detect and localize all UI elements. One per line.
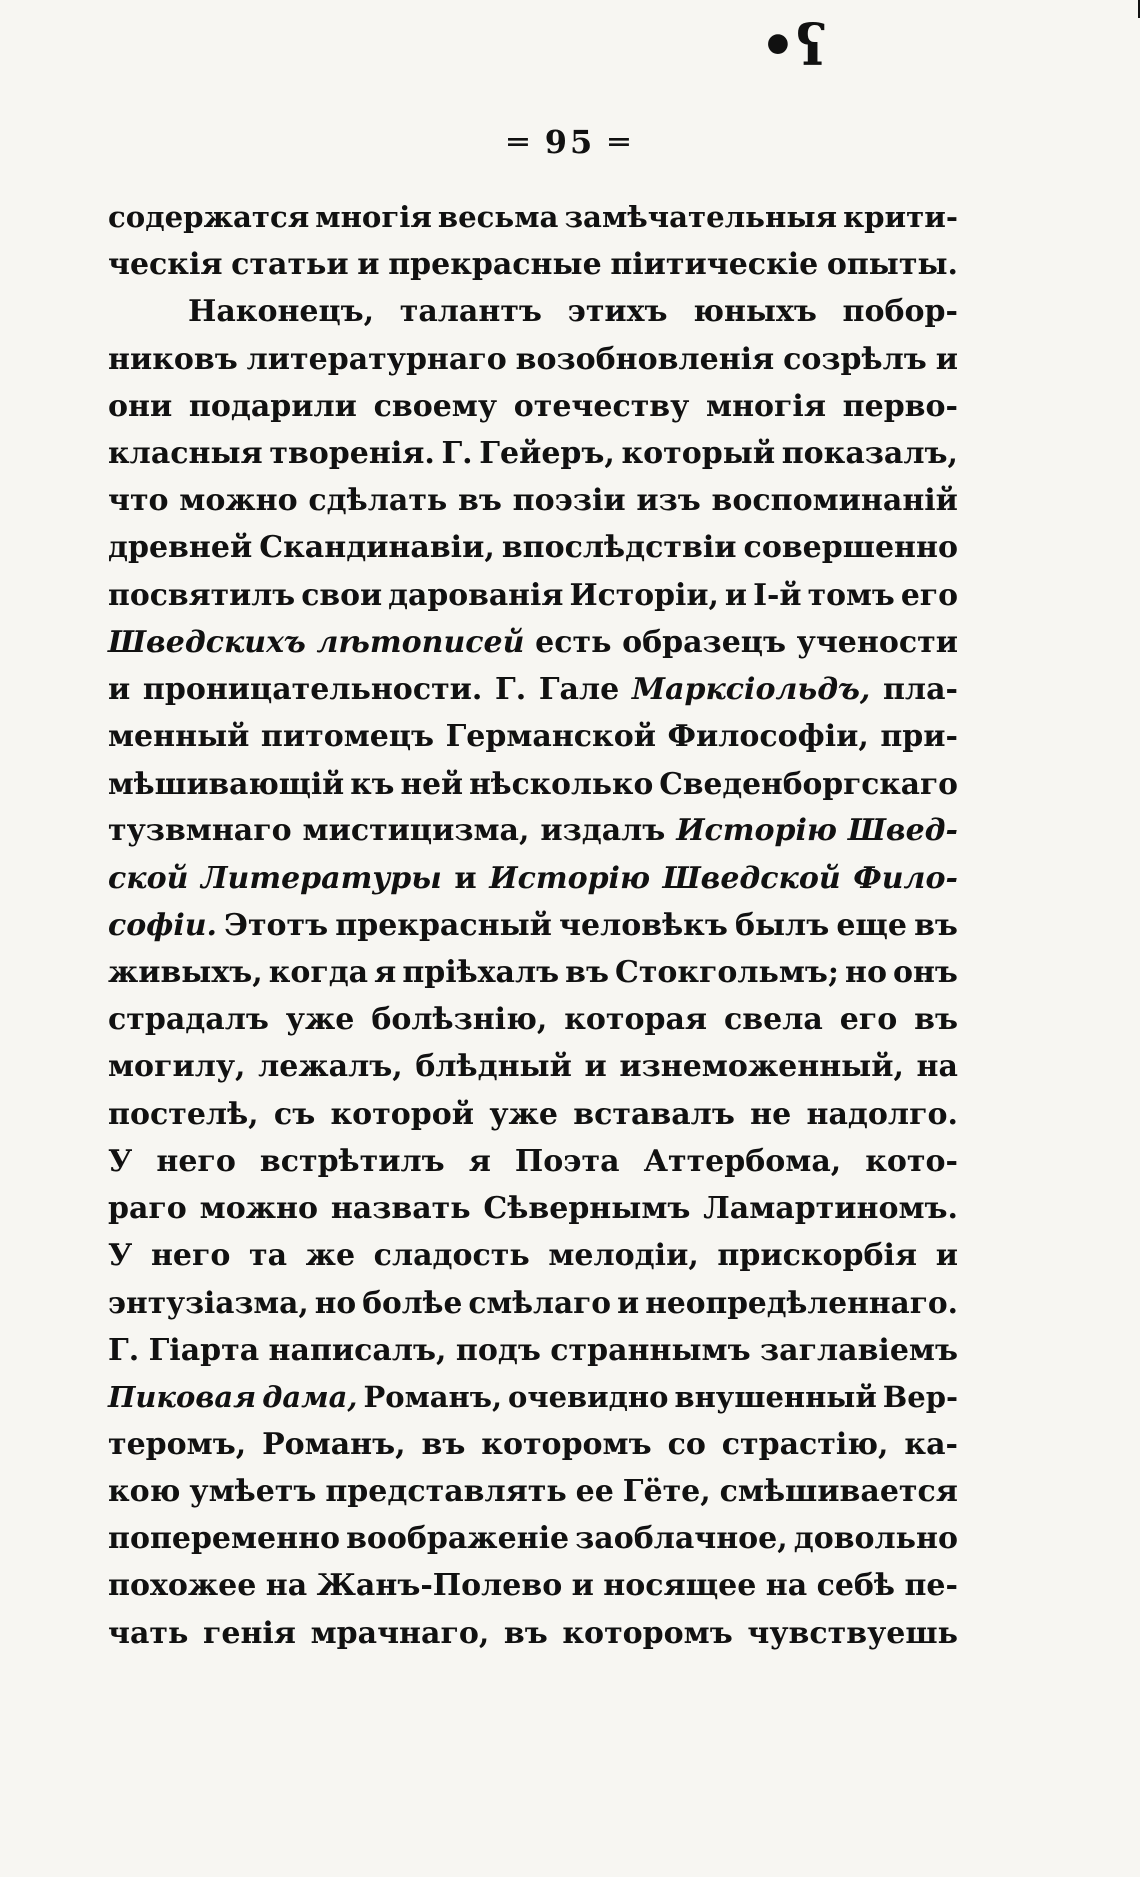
word: свела	[724, 1002, 823, 1038]
word: софіи.	[108, 907, 217, 943]
word: Литературы	[200, 860, 442, 896]
word: Ламартиномъ.	[703, 1190, 958, 1226]
word: надолго.	[806, 1096, 958, 1132]
word: его	[900, 577, 958, 613]
word: Марксіольдъ,	[631, 671, 871, 707]
word: постелѣ,	[108, 1096, 259, 1132]
text-line	[108, 1138, 958, 1185]
word: Этотъ	[224, 907, 329, 943]
word: та	[249, 1238, 288, 1274]
text-line	[108, 430, 958, 477]
word: У	[108, 1238, 133, 1274]
word: смѣлаго	[468, 1285, 612, 1321]
word: могилу,	[108, 1049, 246, 1085]
word: Сведенборгскаго	[659, 766, 958, 802]
word: впослѣдствіи	[501, 530, 737, 566]
word: Г.	[441, 435, 473, 471]
word: былъ	[734, 907, 830, 943]
word: мрачнаго,	[310, 1615, 490, 1651]
word: посвятилъ	[108, 577, 296, 613]
word: перво-	[842, 388, 958, 424]
text-line	[108, 713, 958, 760]
word: себѣ	[816, 1568, 896, 1604]
word: прекрасный	[335, 907, 552, 943]
word: неопредѣленнаго.	[645, 1285, 958, 1321]
word: этихъ	[567, 294, 668, 330]
word: можно	[179, 483, 298, 519]
word: ней	[400, 766, 464, 802]
word: чувствуешь	[747, 1615, 958, 1651]
word: учености	[796, 624, 958, 660]
word: пла-	[882, 671, 958, 707]
word: и	[108, 671, 131, 707]
word: ее	[575, 1474, 614, 1510]
text-line	[108, 1374, 958, 1421]
text-line	[108, 666, 958, 713]
word: прискорбія	[717, 1238, 918, 1274]
text-line	[108, 1327, 958, 1374]
word: Скандинавіи,	[259, 530, 495, 566]
word: заоблачное,	[575, 1521, 788, 1557]
word: Романъ,	[262, 1426, 406, 1462]
word: дарованія	[388, 577, 564, 613]
text-line	[108, 760, 958, 807]
word: его	[839, 1002, 898, 1038]
word: Г.	[495, 671, 527, 707]
word: при-	[880, 719, 958, 755]
word: Германской	[445, 719, 656, 755]
word: которомъ	[481, 1426, 652, 1462]
word: со	[667, 1426, 706, 1462]
word: проницательности.	[142, 671, 483, 707]
text-line	[108, 1468, 958, 1515]
word: тузвмнаго	[108, 813, 292, 849]
word: творенія.	[269, 435, 435, 471]
word: я	[468, 1143, 491, 1179]
word: онъ	[893, 955, 958, 990]
word: съ	[273, 1096, 316, 1132]
text-line	[108, 1185, 958, 1232]
word: нѣсколько	[469, 766, 654, 802]
word: смѣшивается	[719, 1474, 958, 1510]
word: Пиковая	[108, 1379, 257, 1414]
word: мелодіи,	[548, 1238, 699, 1274]
word: образецъ	[622, 624, 786, 660]
word: которая	[564, 1002, 708, 1038]
text-line	[108, 241, 958, 288]
word: генія	[202, 1615, 296, 1651]
word: многія	[706, 388, 826, 424]
text-line	[108, 619, 958, 666]
word: подарили	[188, 388, 357, 424]
word: же	[305, 1238, 356, 1274]
word: мѣшивающій	[108, 766, 345, 802]
word: когда	[268, 955, 369, 990]
word: ка-	[904, 1426, 958, 1462]
word: кою	[108, 1474, 181, 1510]
word: представлять	[325, 1474, 567, 1510]
word: страдалъ	[108, 1002, 269, 1038]
word: изъ	[636, 483, 701, 519]
word: юныхъ	[693, 294, 817, 330]
word: отечеству	[513, 388, 690, 424]
word: Философіи,	[667, 719, 869, 755]
word: попеременно	[108, 1521, 341, 1557]
word: поэзіи	[512, 483, 626, 519]
word: которой	[330, 1096, 475, 1132]
word: Поэта	[514, 1143, 620, 1179]
word: статьи	[231, 247, 349, 283]
word: вставалъ	[573, 1096, 735, 1132]
word: крити-	[843, 200, 958, 234]
word: и	[935, 1238, 958, 1274]
word: они	[108, 388, 173, 424]
text-line	[108, 949, 958, 996]
word: Вер-	[882, 1379, 958, 1414]
word: и	[571, 1568, 594, 1604]
word: есть	[535, 624, 612, 660]
word: Гале	[538, 671, 620, 707]
text-line	[108, 1610, 958, 1657]
word: весьма	[437, 200, 559, 234]
word: на	[765, 1568, 808, 1604]
word: томъ	[807, 577, 895, 613]
word: страннымъ	[550, 1332, 751, 1368]
word: въ	[503, 1615, 548, 1651]
word: Стокгольмъ;	[615, 955, 839, 990]
word: въ	[458, 483, 502, 519]
word: Гёте,	[622, 1474, 711, 1510]
word: У	[108, 1143, 133, 1179]
word: Шведскихъ	[108, 624, 306, 660]
word: что	[108, 483, 169, 519]
word: созрѣлъ	[783, 341, 927, 377]
word: сдѣлать	[308, 483, 448, 519]
word: лѣтописей	[316, 624, 525, 660]
text-line	[108, 288, 958, 335]
word: изнеможенный,	[619, 1049, 904, 1085]
word: Исторіи,	[569, 577, 719, 613]
text-line	[108, 1091, 958, 1138]
word: теромъ,	[108, 1426, 247, 1462]
text-line	[108, 902, 958, 949]
word: Исторію	[676, 813, 837, 849]
word: своему	[373, 388, 498, 424]
word: живыхъ,	[108, 955, 263, 990]
word: похожее	[108, 1568, 257, 1604]
word: древней	[108, 530, 253, 566]
word: Исторію	[489, 860, 650, 896]
word: менный	[108, 719, 250, 755]
text-line	[108, 1421, 958, 1468]
word: не	[750, 1096, 792, 1132]
word: талантъ	[399, 294, 542, 330]
word: сладость	[373, 1238, 530, 1274]
word: но	[314, 1285, 357, 1321]
word: къ	[350, 766, 395, 802]
word: назвать	[330, 1190, 471, 1226]
word: страстію,	[721, 1426, 889, 1462]
word: и	[584, 1049, 607, 1085]
word: и	[724, 577, 748, 613]
word: ской	[108, 860, 189, 896]
word: человѣкъ	[559, 907, 728, 943]
word: піитическіе	[610, 247, 819, 283]
word: еще	[836, 907, 907, 943]
text-line	[108, 1279, 958, 1326]
word: показалъ,	[781, 435, 958, 471]
word: класныя	[108, 435, 263, 471]
word: очевидно	[508, 1379, 669, 1414]
word: и	[617, 1285, 640, 1321]
word: которомъ	[562, 1615, 733, 1651]
word: на	[916, 1049, 958, 1085]
body-text	[108, 194, 958, 1657]
word: никовъ	[108, 341, 238, 377]
text-line	[108, 383, 958, 430]
word: болѣе	[362, 1285, 463, 1321]
word: дама,	[262, 1379, 358, 1414]
text-line	[108, 1515, 958, 1562]
word: него	[156, 1143, 236, 1179]
word: уже	[489, 1096, 558, 1132]
text-line	[108, 855, 958, 902]
word: Наконецъ,	[188, 294, 375, 330]
text-line	[108, 807, 958, 854]
word: на	[265, 1568, 308, 1604]
word: воспоминаній	[711, 483, 958, 519]
word: уже	[285, 1002, 355, 1038]
page-number: ═ 95 ═	[508, 123, 632, 161]
word: питомецъ	[260, 719, 435, 755]
word: я	[374, 955, 397, 990]
word: въ	[421, 1426, 466, 1462]
word: раго	[108, 1190, 187, 1226]
word: Шведской	[662, 860, 841, 896]
text-line	[108, 1562, 958, 1609]
word: лежалъ,	[258, 1049, 403, 1085]
word: написалъ,	[268, 1332, 447, 1368]
word: Гіарта	[148, 1332, 260, 1368]
text-line	[108, 1043, 958, 1090]
word: подъ	[455, 1332, 541, 1368]
word: многія	[315, 200, 432, 234]
word: умѣетъ	[189, 1474, 317, 1510]
word: Аттербома,	[643, 1143, 842, 1179]
word: замѣчательныя	[564, 200, 838, 234]
word: Гейеръ,	[479, 435, 615, 471]
word: прекрасные	[388, 247, 602, 283]
word: въ	[914, 907, 958, 943]
word: который	[621, 435, 776, 471]
word: въ	[914, 1002, 958, 1038]
text-line	[108, 1232, 958, 1279]
word: I-й	[753, 577, 802, 613]
text-line	[108, 524, 958, 571]
word: Г.	[108, 1332, 140, 1368]
word: внушенный	[674, 1379, 877, 1414]
word: встрѣтилъ	[259, 1143, 445, 1179]
text-line	[108, 996, 958, 1043]
word: и	[357, 247, 380, 283]
text-line	[108, 572, 958, 619]
word: него	[150, 1238, 231, 1274]
word: Швед-	[847, 813, 958, 849]
word: кото-	[865, 1143, 958, 1179]
word: блѣдный	[415, 1049, 572, 1085]
word: но	[845, 955, 887, 990]
corner-mark: •ʕ	[760, 13, 827, 79]
word: Фило-	[853, 860, 958, 896]
word: ческія	[108, 247, 223, 283]
word: заглавіемъ	[760, 1332, 958, 1368]
word: и	[935, 341, 958, 377]
word: содержатся	[108, 200, 310, 234]
word: Жанъ-Полево	[316, 1568, 563, 1604]
word: литературнаго	[246, 341, 507, 377]
word: совершенно	[743, 530, 958, 566]
word: воображеніе	[346, 1521, 570, 1557]
text-line	[108, 477, 958, 524]
word: пріѣхалъ	[402, 955, 560, 990]
word: Романъ,	[363, 1379, 503, 1414]
word: и	[454, 860, 477, 896]
word: возобновленія	[515, 341, 775, 377]
word: довольно	[793, 1521, 958, 1557]
word: опыты.	[826, 247, 958, 283]
word: въ	[565, 955, 609, 990]
word: Сѣвернымъ	[483, 1190, 691, 1226]
word: чать	[108, 1615, 189, 1651]
word: свои	[301, 577, 383, 613]
word: носящее	[603, 1568, 757, 1604]
word: побор-	[842, 294, 958, 330]
word: можно	[199, 1190, 318, 1226]
word: болѣзнію,	[371, 1002, 548, 1038]
word: пе-	[904, 1568, 958, 1604]
word: энтузіазма,	[108, 1285, 309, 1321]
text-line	[108, 194, 958, 241]
word: мистицизма,	[302, 813, 530, 849]
text-line	[108, 336, 958, 383]
word: издалъ	[540, 813, 666, 849]
